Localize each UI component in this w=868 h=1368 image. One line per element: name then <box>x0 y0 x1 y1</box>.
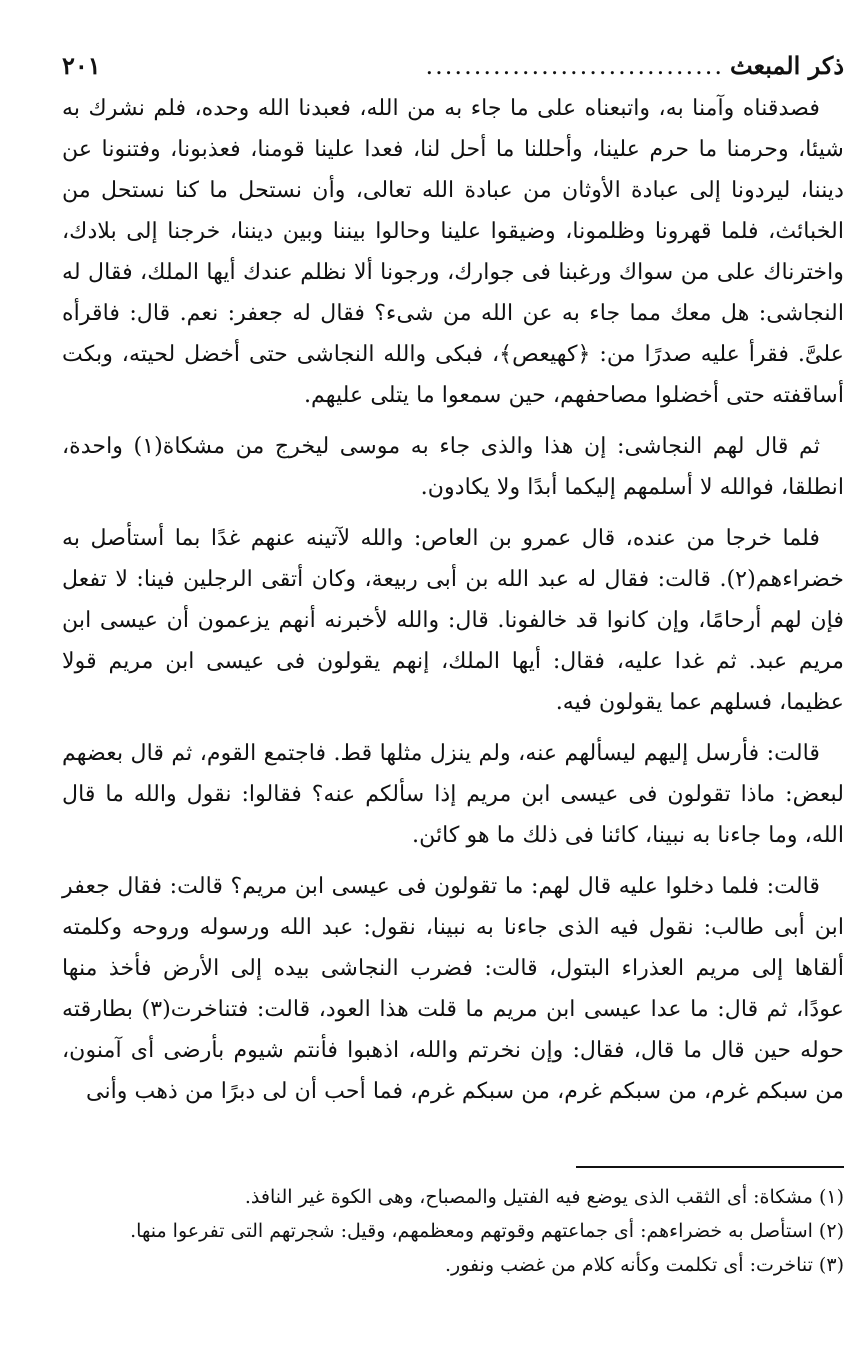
footnote-divider <box>576 1166 844 1168</box>
footnote-2: (٢) استأصل به خضراءهم: أى جماعتهم وقوتهم ومعظمهم، وقيل: شجرتهم التى تفرعوا منها. <box>130 1220 844 1242</box>
paragraph: ثم قال لهم النجاشى: إن هذا والذى جاء به موسى ليخرج من مشكاة(١) واحدة، انطلقا، فوالله لا أسلمهم إليكما أبدًا ولا يكادون. <box>62 433 844 500</box>
paragraph: قالت: فأرسل إليهم ليسألهم عنه، ولم ينزل مثلها قط. فاجتمع القوم، ثم قال بعضهم لبعض: ماذا تقولون فى عيسى ابن مريم إذا سألكم عنه؟ فقالوا: نقول والله ما قال الله، وما جاءنا به نبينا، كائنا فى ذلك ما هو كائن. <box>62 740 844 848</box>
footnotes <box>62 1180 844 1282</box>
book-page <box>62 48 844 1282</box>
chapter-title: ذكر المبعث <box>730 51 844 80</box>
footnote-1: (١) مشكاة: أى الثقب الذى يوضع فيه الفتيل والمصباح، وهى الكوة غير النافذ. <box>244 1186 844 1208</box>
footnote-3: (٣) تناخرت: أى تكلمت وكأنه كلام من غضب ونفور. <box>444 1254 844 1276</box>
paragraph: فلما خرجا من عنده، قال عمرو بن العاص: والله لآتينه عنهم غدًا بما أستأصل به خضراءهم(٢). قالت: فقال له عبد الله بن أبى ربيعة، وكان أتقى الرجلين فينا: لا تفعل فإن لهم أرحامًا، وإن كانوا قد خالفونا. قال: والله لأخبرنه أنهم يزعمون أن عيسى ابن مريم عبد. ثم غدا عليه، فقال: أيها الملك، إنهم يقولون فى عيسى ابن مريم قولا عظيما، فسلهم عما يقولون فيه. <box>62 525 844 715</box>
running-head-title-wrap <box>426 48 844 84</box>
page-number: ٢٠١ <box>62 51 101 80</box>
body-text <box>62 88 844 1112</box>
paragraph: فصدقناه وآمنا به، واتبعناه على ما جاء به من الله، فعبدنا الله وحده، فلم نشرك به شيئا، وحرمنا ما حرم علينا، وأحللنا ما أحل لنا، فعدا علينا قومنا، فعذبونا، وفتنونا عن ديننا، ليردونا إلى عبادة الأوثان من عبادة الله تعالى، وأن نستحل ما كنا نستحل من الخبائث، فلما قهرونا وظلمونا، وضيقوا علينا وحالوا بيننا وبين ديننا، خرجنا إلى بلادك، واخترناك على من سواك ورغبنا فى جوارك، ورجونا ألا نظلم عندك أيها الملك، فقال له النجاشى: هل معك مما جاء به عن الله من شىء؟ فقال له جعفر: نعم. قال: فاقرأه علىَّ. فقرأ عليه صدرًا من: ﴿كهيعص﴾، فبكى والله النجاشى حتى أخضل لحيته، وبكت أساقفته حتى أخضلوا مصاحفهم، حين سمعوا ما يتلى عليهم. <box>62 95 844 408</box>
running-head <box>62 48 844 88</box>
leader-dots: ............................... <box>425 52 725 80</box>
paragraph: قالت: فلما دخلوا عليه قال لهم: ما تقولون فى عيسى ابن مريم؟ قالت: فقال جعفر ابن أبى طالب: نقول فيه الذى جاءنا به نبينا، نقول: عبد الله ورسوله وروحه وكلمته ألقاها إلى مريم العذراء البتول، قالت: فضرب النجاشى بيده إلى الأرض فأخذ منها عودًا، ثم قال: ما عدا عيسى ابن مريم ما قلت هذا العود، قالت: فتناخرت(٣) بطارقته حوله حين قال ما قال، فقال: وإن نخرتم والله، اذهبوا فأنتم شيوم بأرضى أى آمنون، من سبكم غرم، من سبكم غرم، من سبكم غرم، فما أحب أن لى دبرًا من ذهب وأنى <box>62 873 844 1104</box>
